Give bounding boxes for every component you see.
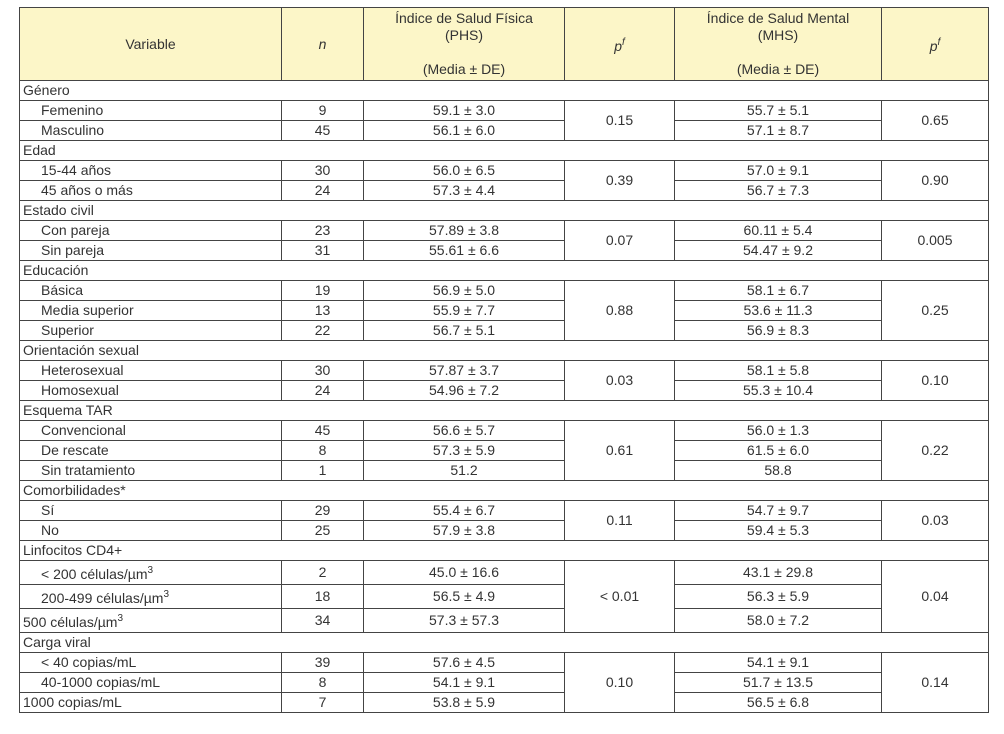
group-row [20, 541, 989, 561]
row-phs: 56.1 ± 6.0 [364, 121, 565, 141]
row-n: 1 [282, 461, 364, 481]
results-table [19, 7, 989, 713]
row-label: 15-44 años [20, 161, 282, 181]
row-mhs: 56.9 ± 8.3 [675, 321, 882, 341]
row-mhs: 54.47 ± 9.2 [675, 241, 882, 261]
row-mhs: 56.5 ± 6.8 [675, 693, 882, 713]
row-phs: 54.96 ± 7.2 [364, 381, 565, 401]
row-mhs: 58.8 [675, 461, 882, 481]
p-value-mhs: 0.03 [882, 501, 989, 541]
group-title: Edad [20, 141, 989, 161]
header-variable: Variable [20, 8, 282, 81]
table-row [20, 609, 989, 633]
row-label: Con pareja [20, 221, 282, 241]
row-label: Convencional [20, 421, 282, 441]
row-n: 19 [282, 281, 364, 301]
row-phs: 57.3 ± 5.9 [364, 441, 565, 461]
row-label: 500 células/µm$^3$ [20, 609, 282, 633]
row-mhs: 54.1 ± 9.1 [675, 653, 882, 673]
row-mhs: 58.0 ± 7.2 [675, 609, 882, 633]
header-n: n [282, 8, 364, 81]
header-p-phs: $p^f$ [565, 8, 675, 81]
row-phs: 57.9 ± 3.8 [364, 521, 565, 541]
row-label: Superior [20, 321, 282, 341]
row-n: 45 [282, 421, 364, 441]
row-label: Heterosexual [20, 361, 282, 381]
group-row [20, 481, 989, 501]
group-title: Comorbilidades* [20, 481, 989, 501]
table-body [20, 8, 989, 713]
row-mhs: 54.7 ± 9.7 [675, 501, 882, 521]
header-phs: Índice de Salud Física (PHS) (Media ± DE) [364, 8, 565, 81]
table-row [20, 181, 989, 201]
row-label: Masculino [20, 121, 282, 141]
row-n: 24 [282, 381, 364, 401]
row-mhs: 55.7 ± 5.1 [675, 101, 882, 121]
row-label: 40-1000 copias/mL [20, 673, 282, 693]
table-row [20, 461, 989, 481]
row-mhs: 59.4 ± 5.3 [675, 521, 882, 541]
row-label: Homosexual [20, 381, 282, 401]
row-label: Femenino [20, 101, 282, 121]
row-phs: 57.6 ± 4.5 [364, 653, 565, 673]
p-value-phs: < 0.01 [565, 561, 675, 633]
p-value-mhs: 0.14 [882, 653, 989, 713]
row-mhs: 53.6 ± 11.3 [675, 301, 882, 321]
header-row [20, 8, 989, 81]
group-row [20, 201, 989, 221]
row-phs: 56.5 ± 4.9 [364, 585, 565, 609]
table-row [20, 441, 989, 461]
table-row [20, 381, 989, 401]
row-mhs: 58.1 ± 5.8 [675, 361, 882, 381]
row-phs: 57.89 ± 3.8 [364, 221, 565, 241]
row-n: 25 [282, 521, 364, 541]
group-title: Linfocitos CD4+ [20, 541, 989, 561]
p-value-mhs: 0.10 [882, 361, 989, 401]
row-label: Básica [20, 281, 282, 301]
row-mhs: 58.1 ± 6.7 [675, 281, 882, 301]
row-n: 24 [282, 181, 364, 201]
row-n: 18 [282, 585, 364, 609]
row-n: 2 [282, 561, 364, 585]
row-phs: 57.3 ± 4.4 [364, 181, 565, 201]
row-phs: 56.0 ± 6.5 [364, 161, 565, 181]
header-mhs: Índice de Salud Mental (MHS) (Media ± DE) [675, 8, 882, 81]
row-phs: 45.0 ± 16.6 [364, 561, 565, 585]
row-label: Media superior [20, 301, 282, 321]
row-label: < 40 copias/mL [20, 653, 282, 673]
row-n: 30 [282, 361, 364, 381]
row-n: 9 [282, 101, 364, 121]
row-phs: 56.9 ± 5.0 [364, 281, 565, 301]
group-row [20, 341, 989, 361]
row-label: Sin pareja [20, 241, 282, 261]
p-value-phs: 0.61 [565, 421, 675, 481]
table-row [20, 561, 989, 585]
row-label: De rescate [20, 441, 282, 461]
row-n: 29 [282, 501, 364, 521]
row-mhs: 60.11 ± 5.4 [675, 221, 882, 241]
table-row [20, 241, 989, 261]
table-row [20, 121, 989, 141]
row-phs: 55.4 ± 6.7 [364, 501, 565, 521]
table-row [20, 421, 989, 441]
p-value-phs: 0.03 [565, 361, 675, 401]
row-mhs: 56.0 ± 1.3 [675, 421, 882, 441]
group-row [20, 261, 989, 281]
row-label: 200-499 células/µm$^3$ [20, 585, 282, 609]
row-mhs: 56.3 ± 5.9 [675, 585, 882, 609]
row-label: Sin tratamiento [20, 461, 282, 481]
p-value-phs: 0.10 [565, 653, 675, 713]
row-n: 45 [282, 121, 364, 141]
row-phs: 57.87 ± 3.7 [364, 361, 565, 381]
row-label: Sí [20, 501, 282, 521]
header-p-mhs: $p^f$ [882, 8, 989, 81]
row-mhs: 51.7 ± 13.5 [675, 673, 882, 693]
row-phs: 57.3 ± 57.3 [364, 609, 565, 633]
table-row [20, 653, 989, 673]
row-phs: 54.1 ± 9.1 [364, 673, 565, 693]
table-row [20, 521, 989, 541]
p-value-phs: 0.15 [565, 101, 675, 141]
table-row [20, 673, 989, 693]
group-title: Carga viral [20, 633, 989, 653]
row-phs: 55.61 ± 6.6 [364, 241, 565, 261]
row-mhs: 43.1 ± 29.8 [675, 561, 882, 585]
group-title: Género [20, 81, 989, 101]
row-phs: 55.9 ± 7.7 [364, 301, 565, 321]
results-table-container [19, 7, 989, 713]
row-label: < 200 células/µm$^3$ [20, 561, 282, 585]
p-value-phs: 0.07 [565, 221, 675, 261]
row-phs: 53.8 ± 5.9 [364, 693, 565, 713]
table-row [20, 585, 989, 609]
row-n: 23 [282, 221, 364, 241]
table-row [20, 161, 989, 181]
group-title: Orientación sexual [20, 341, 989, 361]
table-row [20, 101, 989, 121]
p-value-mhs: 0.90 [882, 161, 989, 201]
group-row [20, 141, 989, 161]
p-value-phs: 0.39 [565, 161, 675, 201]
row-n: 8 [282, 673, 364, 693]
row-phs: 51.2 [364, 461, 565, 481]
p-value-mhs: 0.22 [882, 421, 989, 481]
row-phs: 59.1 ± 3.0 [364, 101, 565, 121]
row-label: 1000 copias/mL [20, 693, 282, 713]
row-label: 45 años o más [20, 181, 282, 201]
row-label: No [20, 521, 282, 541]
group-row [20, 633, 989, 653]
row-n: 13 [282, 301, 364, 321]
group-row [20, 81, 989, 101]
p-value-mhs: 0.65 [882, 101, 989, 141]
row-phs: 56.7 ± 5.1 [364, 321, 565, 341]
p-value-phs: 0.88 [565, 281, 675, 341]
row-mhs: 57.0 ± 9.1 [675, 161, 882, 181]
p-value-mhs: 0.005 [882, 221, 989, 261]
row-mhs: 55.3 ± 10.4 [675, 381, 882, 401]
group-row [20, 401, 989, 421]
group-title: Esquema TAR [20, 401, 989, 421]
p-value-phs: 0.11 [565, 501, 675, 541]
table-row [20, 501, 989, 521]
row-mhs: 57.1 ± 8.7 [675, 121, 882, 141]
group-title: Educación [20, 261, 989, 281]
row-n: 39 [282, 653, 364, 673]
table-row [20, 361, 989, 381]
table-row [20, 221, 989, 241]
table-row [20, 281, 989, 301]
row-phs: 56.6 ± 5.7 [364, 421, 565, 441]
row-n: 34 [282, 609, 364, 633]
row-n: 8 [282, 441, 364, 461]
row-n: 22 [282, 321, 364, 341]
p-value-mhs: 0.04 [882, 561, 989, 633]
p-value-mhs: 0.25 [882, 281, 989, 341]
row-n: 30 [282, 161, 364, 181]
group-title: Estado civil [20, 201, 989, 221]
table-row [20, 693, 989, 713]
row-mhs: 56.7 ± 7.3 [675, 181, 882, 201]
row-n: 7 [282, 693, 364, 713]
table-row [20, 321, 989, 341]
row-mhs: 61.5 ± 6.0 [675, 441, 882, 461]
table-row [20, 301, 989, 321]
row-n: 31 [282, 241, 364, 261]
